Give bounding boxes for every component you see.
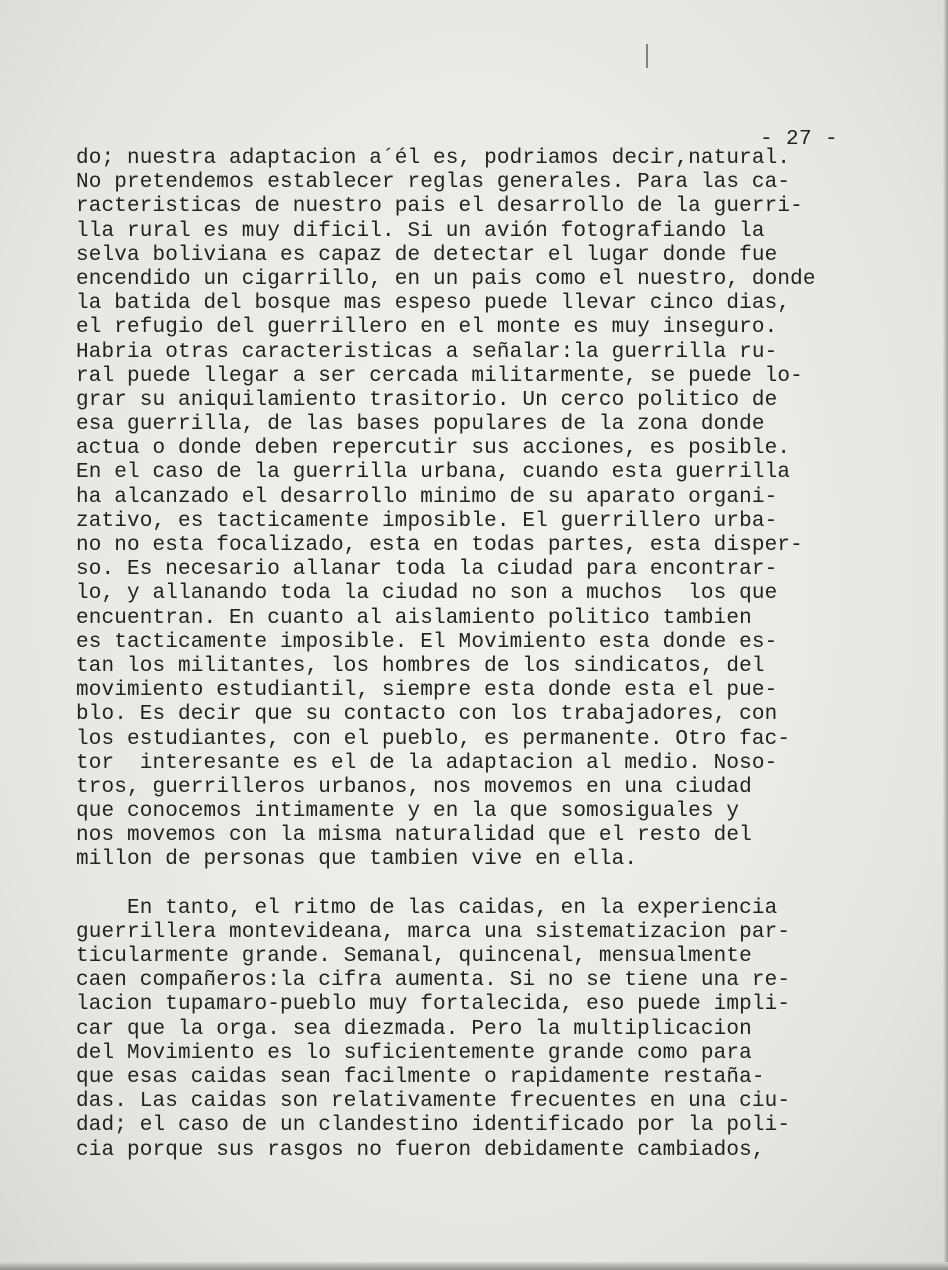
text-line: esa guerrilla, de las bases populares de la zona donde <box>76 413 765 437</box>
paragraph-gap <box>76 873 936 897</box>
text-line: do; nuestra adaptacion a´él es, podriamos decir,natural. <box>76 147 791 170</box>
text-line: cia porque sus rasgos no fueron debidamente cambiados, <box>76 1138 765 1162</box>
paragraph-2 <box>76 897 936 1163</box>
text-line: das. Las caidas son relativamente frecuentes en una ciu- <box>76 1090 791 1114</box>
text-line: lo, y allanando toda la ciudad no son a muchos los que <box>76 582 778 606</box>
text-line: dad; el caso de un clandestino identificado por la poli- <box>76 1114 791 1138</box>
text-line: los estudiantes, con el pueblo, es permanente. Otro fac- <box>76 727 791 751</box>
text-line: del Movimiento es lo suficientemente grande como para <box>76 1041 752 1065</box>
text-line: el refugio del guerrillero en el monte es muy inseguro. <box>76 316 778 340</box>
text-line: caen compañeros:la cifra aumenta. Si no se tiene una re- <box>76 969 791 993</box>
text-line: zativo, es tacticamente imposible. El guerrillero urba- <box>76 509 778 533</box>
text-line: ticularmente grande. Semanal, quincenal, mensualmente <box>76 945 752 968</box>
text-line: ha alcanzado el desarrollo minimo de su aparato organi- <box>76 485 778 509</box>
text-line: En el caso de la guerrilla urbana, cuando esta guerrilla <box>76 461 791 485</box>
page-edge-right <box>943 0 948 1270</box>
text-line: guerrillera montevideana, marca una sistematizacion par- <box>76 920 791 944</box>
text-line: no no esta focalizado, esta en todas partes, esta disper- <box>76 534 803 557</box>
text-line: la batida del bosque mas espeso puede llevar cinco dias, <box>76 292 791 316</box>
text-line: millon de personas que tambien vive en ella. <box>76 848 638 872</box>
text-line: blo. Es decir que su contacto con los trabajadores, con <box>76 703 778 727</box>
text-line: tan los militantes, los hombres de los sindicatos, del <box>76 654 765 678</box>
page-edge-bottom <box>0 1262 948 1270</box>
text-line: que esas caidas sean facilmente o rapidamente restaña- <box>76 1065 765 1089</box>
text-line: En tanto, el ritmo de las caidas, en la experiencia <box>76 896 778 920</box>
text-line: ral puede llegar a ser cercada militarmente, se puede lo- <box>76 364 803 388</box>
text-line: es tacticamente imposible. El Movimiento esta donde es- <box>76 630 778 654</box>
paragraph-1 <box>76 147 936 873</box>
text-line: encendido un cigarrillo, en un pais como el nuestro, donde <box>76 267 816 291</box>
text-line: tor interesante es el de la adaptacion al medio. Noso- <box>76 751 778 775</box>
text-line: encuentran. En cuanto al aislamiento politico tambien <box>76 606 752 630</box>
text-line: nos movemos con la misma naturalidad que el resto del <box>76 824 752 848</box>
text-line: No pretendemos establecer reglas generales. Para las ca- <box>76 171 791 195</box>
text-line: lla rural es muy dificil. Si un avión fotografiando la <box>76 219 765 243</box>
text-line: Habria otras caracteristicas a señalar:la guerrilla ru- <box>76 340 778 364</box>
text-line: so. Es necesario allanar toda la ciudad para encontrar- <box>76 558 778 582</box>
page-crease-mark <box>646 44 648 68</box>
page-number: - 27 - <box>760 128 839 151</box>
text-line: actua o donde deben repercutir sus acciones, es posible. <box>76 437 791 461</box>
text-line: selva boliviana es capaz de detectar el lugar donde fue <box>76 243 778 267</box>
text-line: grar su aniquilamiento trasitorio. Un cerco politico de <box>76 388 778 412</box>
text-line: car que la orga. sea diezmada. Pero la multiplicacion <box>76 1017 752 1041</box>
text-line: que conocemos intimamente y en la que somosiguales y <box>76 800 740 824</box>
text-line: racteristicas de nuestro pais el desarrollo de la guerri- <box>76 195 803 219</box>
text-line: movimiento estudiantil, siempre esta donde esta el pue- <box>76 679 778 703</box>
text-line: lacion tupamaro-pueblo muy fortalecida, eso puede impli- <box>76 993 791 1017</box>
text-line: tros, guerrilleros urbanos, nos movemos en una ciudad <box>76 775 752 799</box>
body-text <box>76 147 936 1163</box>
